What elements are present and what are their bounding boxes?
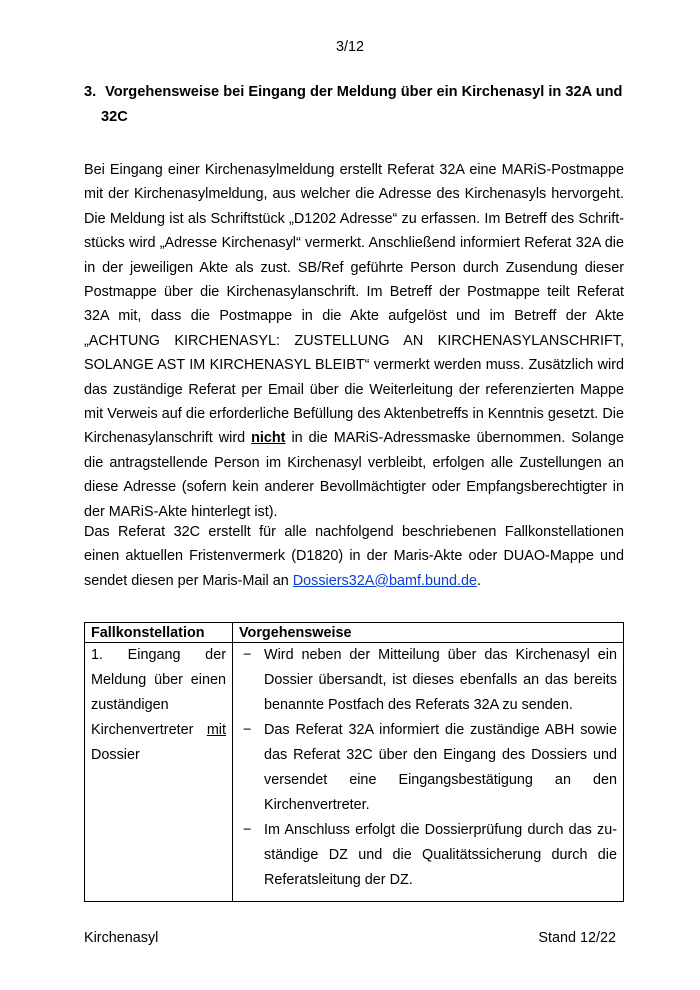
case-text-part2: Dossier: [91, 747, 140, 763]
header-fallkonstellation: Fallkonstellation: [85, 623, 233, 643]
paragraph-32c-text: Das Referat 32C erstellt für alle nachfolgend beschriebenen Fallkonstellationen einen aktuellen Fristenvermerk (D1820) in der Maris-Akte oder DUAO-Mappe und sendet diesen per Maris-Mail an: [84, 524, 624, 589]
page-number: 3/12: [335, 39, 364, 55]
case-cell: [85, 643, 233, 902]
email-link[interactable]: Dossiers32A@bamf.bund.de: [292, 572, 477, 589]
section-title-line2: 32C: [101, 109, 128, 125]
paragraph-referat-32c: [84, 520, 624, 593]
paragraph-32c-end: .: [476, 572, 481, 589]
step-text: Das Referat 32A informiert die zuständige ABH sowie das Referat 32C über den Eingang des Dossiers und versendet eine Eingangsbestätigung an den Kirchenvertreter.: [264, 722, 617, 813]
paragraph-intro-part2: in die MARiS-Adressmaske übernommen. Solange die antragstellende Person im Kirchenasyl verbleibt, erfolgen alle Zustellungen an diese Adresse (sofern kein anderer Bevollmächtigter oder Empfangsberechtigter in der MARiS-Akte hinterlegt ist).: [84, 430, 625, 520]
list-item: [239, 718, 617, 818]
section-number: 3.: [84, 84, 97, 100]
procedure-cell: [233, 643, 624, 902]
dash-bullet: −: [243, 647, 252, 663]
section-title-line1: Vorgehensweise bei Eingang der Meldung über ein Kirchenasyl in 32A und: [105, 84, 623, 100]
paragraph-intro-part1: Bei Eingang einer Kirchenasylmeldung erstellt Referat 32A eine MARiS-Postmappe mit der Kirchenasylmeldung, aus welcher die Adresse des Kirchenasyls hervorgeht. Die Meldung ist als Schriftstück „D1202 Adresse“ zu erfassen. Im Betreff des Schriftstücks wird „Adresse Kirchenasyl“ vermerkt. Anschließend informiert Referat 32A die in der jeweiligen Akte als zust. SB/Ref geführte Person durch Zusendung dieser Postmappe über die Kirchenasylanschrift. Im Betreff der Postmappe teilt Referat 32A mit, dass die Postmappe in die Akte aufgelöst und im Betreff der Akte „ACHTUNG KIRCHENASYL: ZUSTELLUNG AN KIRCHENASYLANSCHRIFT, SOLANGE AST IM KIRCHENASYL BLEIBT“ vermerkt werden muss. Zusätzlich wird das zuständige Referat per Email über die Weiterleitung der referenzierten Mappe mit Verweis auf die erforderliche Befüllung des Aktenbetreffs in Kenntnis gesetzt. Die Kirchenasylanschrift wird: [84, 162, 624, 447]
list-item: [239, 818, 617, 893]
case-text-part1: 1. Eingang der Meldung über einen zuständigen Kirchenvertreter: [91, 647, 226, 738]
table-header-row: [85, 623, 624, 643]
list-item: [239, 643, 617, 718]
emphasis-nicht: nicht: [251, 430, 286, 447]
footer-date: Stand 12/22: [538, 930, 616, 946]
dash-bullet: −: [243, 722, 252, 738]
step-text: Wird neben der Mitteilung über das Kirchenasyl ein Dossier übersandt, ist dieses ebenfalls an das bereits benannte Postfach des Referats 32A zu senden.: [264, 647, 617, 713]
paragraph-intro: [84, 158, 624, 524]
header-vorgehensweise: Vorgehensweise: [233, 623, 624, 643]
procedure-table: [84, 622, 624, 902]
procedure-list: [239, 643, 617, 893]
step-text: Im Anschluss erfolgt die Dossierprüfung durch das zuständige DZ und die Qualitätssicherung durch die Referatsleitung der DZ.: [264, 822, 617, 888]
section-heading: [84, 80, 624, 130]
table-row: [85, 643, 624, 902]
footer-title: Kirchenasyl: [84, 930, 159, 946]
dash-bullet: −: [243, 822, 252, 838]
emphasis-mit: mit: [206, 722, 226, 738]
